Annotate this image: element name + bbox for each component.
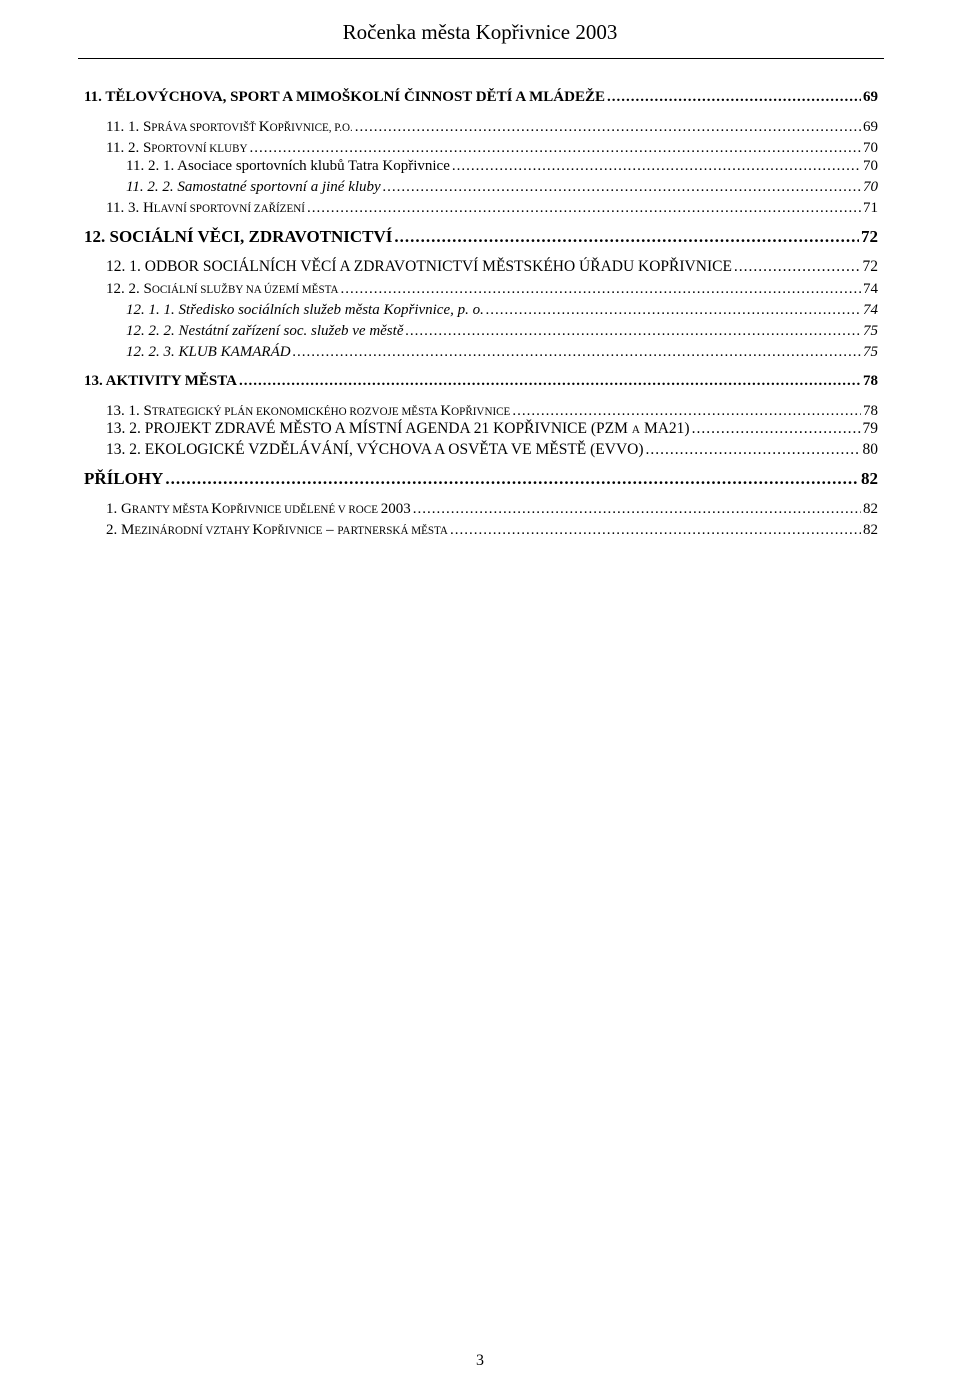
toc-entry-appendix-1[interactable]: 1. GRANTY MĚSTA KOPŘIVNICE UDĚLENÉ V ROCE 2003 ..... 82 (106, 500, 878, 519)
toc-entry-12-2-2[interactable]: 12. 2. 2. Nestátní zařízení soc. služeb ve městě ..... 75 (126, 322, 878, 340)
toc-entry-12-1-1[interactable]: 12. 1. 1. Středisko sociálních služeb města Kopřivnice, p. o. ..... 74 (126, 301, 878, 319)
toc-entry-11-2-2[interactable]: 11. 2. 2. Samostatné sportovní a jiné kluby ..... 70 (126, 178, 878, 196)
toc-entry-appendix-2[interactable]: 2. MEZINÁRODNÍ VZTAHY KOPŘIVNICE – PARTNERSKÁ MĚSTA ..... 82 (106, 521, 878, 540)
toc-entry-11-1[interactable]: 11. 1. SPRÁVA SPORTOVIŠŤ KOPŘIVNICE, P.O. ..... 69 (106, 118, 878, 137)
toc-entry-chapter-13[interactable]: 13. AKTIVITY MĚSTA ..... 78 (84, 372, 878, 390)
toc-entry-13-2-pzm[interactable]: 13. 2. PROJEKT ZDRAVÉ MĚSTO A MÍSTNÍ AGENDA 21 KOPŘIVNICE (PZM A MA21) ..... 79 (106, 420, 878, 439)
toc-entry-11-3[interactable]: 11. 3. HLAVNÍ SPORTOVNÍ ZAŘÍZENÍ ..... 71 (106, 199, 878, 218)
toc-entry-prilohy[interactable]: PŘÍLOHY ..... 82 (84, 470, 878, 488)
toc-entry-chapter-12[interactable]: 12. SOCIÁLNÍ VĚCI, ZDRAVOTNICTVÍ ..... 72 (84, 228, 878, 246)
toc-entry-12-1[interactable]: 12. 1. ODBOR SOCIÁLNÍCH VĚCÍ A ZDRAVOTNICTVÍ MĚSTSKÉHO ÚŘADU KOPŘIVNICE ..... 72 (106, 258, 878, 276)
toc-entry-11-2[interactable]: 11. 2. SPORTOVNÍ KLUBY ..... 70 (106, 139, 878, 158)
toc-entry-chapter-11[interactable]: 11. TĚLOVÝCHOVA, SPORT A MIMOŠKOLNÍ ČINNOST DĚTÍ A MLÁDEŽE ..... 69 (84, 88, 878, 106)
toc-entry-13-1[interactable]: 13. 1. STRATEGICKÝ PLÁN EKONOMICKÉHO ROZVOJE MĚSTA KOPŘIVNICE ..... 78 (106, 402, 878, 421)
toc-entry-12-2-3[interactable]: 12. 2. 3. KLUB KAMARÁD ..... 75 (126, 343, 878, 361)
page-number: 3 (476, 1352, 484, 1369)
toc-entry-11-2-1[interactable]: 11. 2. 1. Asociace sportovních klubů Tatra Kopřivnice ..... 70 (126, 157, 878, 175)
toc-entry-12-2[interactable]: 12. 2. SOCIÁLNÍ SLUŽBY NA ÚZEMÍ MĚSTA ..... 74 (106, 280, 878, 299)
running-header: Ročenka města Kopřivnice 2003 (342, 20, 618, 44)
toc-entry-13-2-evvo[interactable]: 13. 2. EKOLOGICKÉ VZDĚLÁVÁNÍ, VÝCHOVA A OSVĚTA VE MĚSTĚ (EVVO) ..... 80 (106, 441, 878, 459)
header-rule (78, 58, 884, 59)
